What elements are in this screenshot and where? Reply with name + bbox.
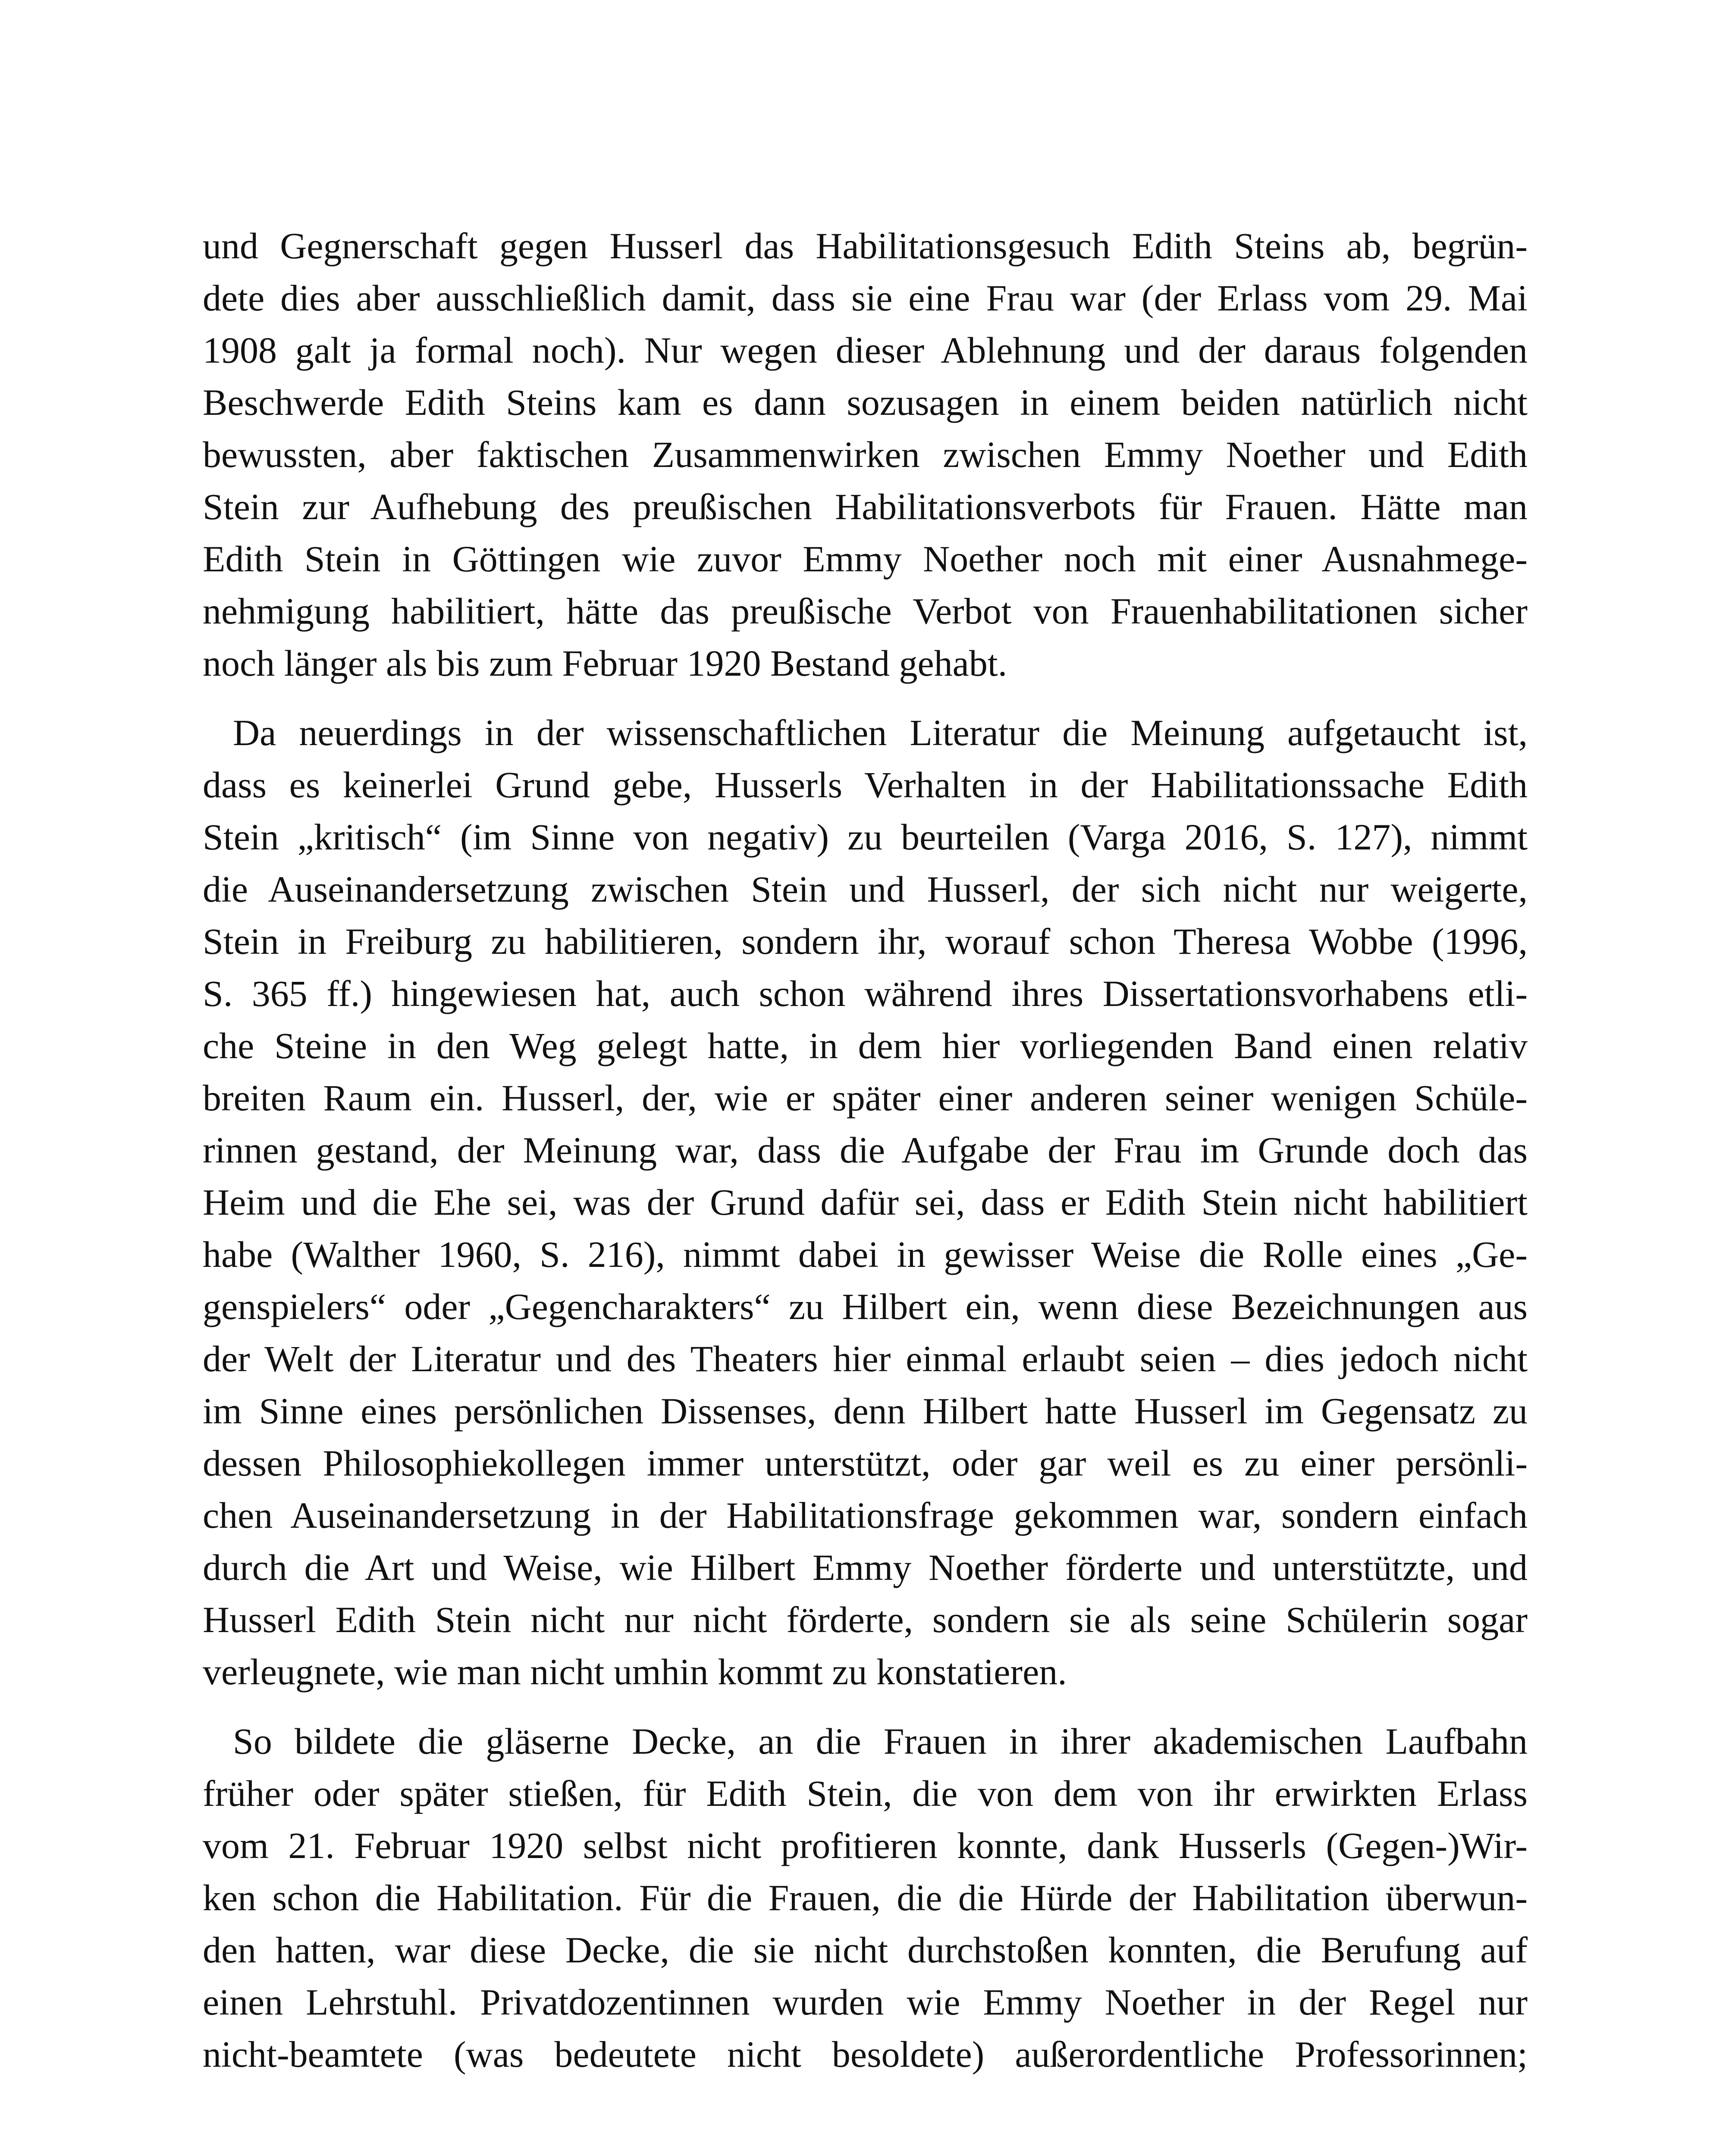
text-line: 1908 galt ja formal noch). Nur wegen dieser Ablehnung und der daraus folgenden (203, 329, 1528, 371)
text-line: Edith Stein in Göttingen wie zuvor Emmy Noether noch mit einer Ausnahmege- (203, 538, 1528, 580)
text-line: habe (Walther 1960, S. 216), nimmt dabei in gewisser Weise die Rolle eines „Ge- (203, 1234, 1528, 1275)
text-line: Heim und die Ehe sei, was der Grund dafür sei, dass er Edith Stein nicht habilitiert (203, 1181, 1528, 1223)
text-line: Stein „kritisch“ (im Sinne von negativ) zu beurteilen (Varga 2016, S. 127), nimmt (203, 816, 1528, 858)
text-line: ken schon die Habilitation. Für die Frauen, die die Hürde der Habilitation überwun- (203, 1877, 1528, 1918)
text-line: Stein in Freiburg zu habilitieren, sondern ihr, worauf schon Theresa Wobbe (1996, (203, 921, 1528, 962)
text-line: nehmigung habilitiert, hätte das preußische Verbot von Frauenhabilitationen sicher (203, 590, 1528, 632)
text-line: der Welt der Literatur und des Theaters hier einmal erlaubt seien – dies jedoch nicht (203, 1338, 1528, 1379)
text-line: einen Lehrstuhl. Privatdozentinnen wurden wie Emmy Noether in der Regel nur (203, 1981, 1528, 2023)
text-line: So bildete die gläserne Decke, an die Frauen in ihrer akademischen Laufbahn (233, 1720, 1528, 1762)
text-line: bewussten, aber faktischen Zusammenwirken zwischen Emmy Noether und Edith (203, 434, 1528, 475)
text-line: che Steine in den Weg gelegt hatte, in dem hier vorliegenden Band einen relativ (203, 1025, 1528, 1066)
text-line: dete dies aber ausschließlich damit, dass sie eine Frau war (der Erlass vom 29. Mai (203, 277, 1528, 319)
text-line: die Auseinandersetzung zwischen Stein und Husserl, der sich nicht nur weigerte, (203, 868, 1528, 910)
paragraph-1 (203, 220, 1528, 689)
text-line: verleugnete, wie man nicht umhin kommt zu konstatieren. (203, 1651, 1067, 1692)
paragraph-3 (203, 1715, 1528, 2081)
text-line: durch die Art und Weise, wie Hilbert Emmy Noether förderte und unterstützte, und (203, 1547, 1528, 1588)
text-line: rinnen gestand, der Meinung war, dass die Aufgabe der Frau im Grunde doch das (203, 1129, 1528, 1171)
text-line: Husserl Edith Stein nicht nur nicht förderte, sondern sie als seine Schülerin sogar (203, 1599, 1528, 1640)
text-line: breiten Raum ein. Husserl, der, wie er später einer anderen seiner wenigen Schüle- (203, 1077, 1528, 1119)
text-line: Stein zur Aufhebung des preußischen Habilitationsverbots für Frauen. Hätte man (203, 486, 1528, 527)
text-line: und Gegnerschaft gegen Husserl das Habilitationsgesuch Edith Steins ab, begrün- (203, 225, 1528, 266)
text-line: nicht-beamtete (was bedeutete nicht besoldete) außerordentliche Professorinnen; (203, 2034, 1528, 2075)
text-line: vom 21. Februar 1920 selbst nicht profitieren konnte, dank Husserls (Gegen-)Wir- (203, 1825, 1528, 1866)
text-line: dass es keinerlei Grund gebe, Husserls Verhalten in der Habilitationssache Edith (203, 764, 1528, 805)
text-line: chen Auseinandersetzung in der Habilitationsfrage gekommen war, sondern einfach (203, 1495, 1528, 1536)
text-line: noch länger als bis zum Februar 1920 Bestand gehabt. (203, 642, 1007, 684)
text-line: S. 365 ff.) hingewiesen hat, auch schon während ihres Dissertationsvorhabens etli- (203, 973, 1528, 1014)
paragraph-2 (203, 707, 1528, 1698)
text-line: früher oder später stießen, für Edith Stein, die von dem von ihr erwirkten Erlass (203, 1773, 1528, 1814)
text-line: im Sinne eines persönlichen Dissenses, denn Hilbert hatte Husserl im Gegensatz zu (203, 1390, 1528, 1432)
text-line: dessen Philosophiekollegen immer unterstützt, oder gar weil es zu einer persönli- (203, 1442, 1528, 1484)
text-line: genspielers“ oder „Gegencharakters“ zu Hilbert ein, wenn diese Bezeichnungen aus (203, 1286, 1528, 1327)
text-line: den hatten, war diese Decke, die sie nicht durchstoßen konnten, die Berufung auf (203, 1929, 1528, 1971)
text-line: Beschwerde Edith Steins kam es dann sozusagen in einem beiden natürlich nicht (203, 382, 1528, 423)
text-line: Da neuerdings in der wissenschaftlichen Literatur die Meinung aufgetaucht ist, (233, 712, 1528, 753)
body-text (203, 220, 1528, 2081)
